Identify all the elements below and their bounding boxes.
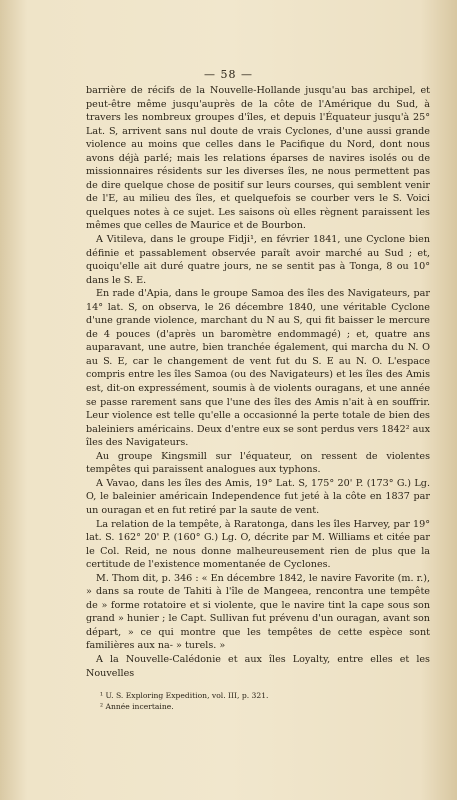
footnote: ² Année incertaine. (100, 702, 174, 711)
paragraph: barrière de récifs de la Nouvelle-Hollande jusqu'au bas archipel, et peut-être même jusqu'auprès de la côte de l'Amérique du Sud, à travers les nombreux groupes d'îles, et depuis l'Équateur jusqu'à 25° Lat. S, arrivent sans nul doute de vrais Cyclones, d'une aussi grande violence au moins que celles dans le Pacifique du Nord, dont nous avons déjà parlé; mais les relations éparses de navires isolés ou de missionnaires résidents sur les diverses îles, ne nous permettent pas de dire quelque chose de positif sur leurs courses, qui semblent venir de l'E, au milieu des îles, et quelquefois se courber vers le S. Voici quelques notes à ce sujet. Les saisons où elles règnent paraissent les mêmes que celles de Maurice et de Bourbon. (86, 85, 430, 232)
paragraph: M. Thom dit, p. 346 : « En décembre 1842, le navire Favorite (m. r.), » dans sa route de Tahiti à l'île de Mangeea, rencontra une tempête de » forme rotatoire et si violente, que le navire tint la cape sous son grand » hunier ; le Capt. Sullivan fut prévenu d'un ouragan, avant son départ, » ce qui montre que les tempêtes de cette espèce sont familières aux na- » turels. » (86, 572, 430, 652)
paragraph: Au groupe Kingsmill sur l'équateur, on ressent de violentes tempêtes qui paraissent analogues aux typhons. (86, 450, 430, 476)
footnote: ¹ U. S. Exploring Expedition, vol. III, p. 321. (100, 691, 269, 700)
paragraph: A Vavao, dans les îles des Amis, 19° Lat. S, 175° 20' P. (173° G.) Lg. O, le baleinier américain Independence fut jeté à la côte en 1837 par un ouragan et en fut retiré par la saute de vent. (86, 477, 430, 516)
paragraph: En rade d'Apia, dans le groupe Samoa des îles des Navigateurs, par 14° lat. S, on observa, le 26 décembre 1840, une véritable Cyclone d'une grande violence, marchant du N au S, qui fit baisser le mercure de 4 pouces (d'après un baromètre endommagé) ; et, quatre ans auparavant, une autre, bien tranchée également, qui marcha du N. O au S. E, car le changement de vent fut du S. E au N. O. L'espace compris entre les îles Samoa (ou des Navigateurs) et les îles des Amis est, dit-on expressément, soumis à de violents ouragans, et une année se passe rarement sans que l'une des îles des Amis n'ait à en souffrir. Leur violence est telle qu'elle a occasionné la perte totale de bien des baleiniers américains. Deux d'entre eux se sont perdus vers 1842² aux îles des Navigateurs. (86, 288, 430, 449)
body-text (86, 84, 430, 680)
footnotes (100, 690, 420, 712)
paragraph: La relation de la tempête, à Raratonga, dans les îles Harvey, par 19° lat. S. 162° 20' P. (160° G.) Lg. O, décrite par M. Williams et citée par le Col. Reid, ne nous donne malheureusement rien de plus que la certitude de l'existence momentanée de Cyclones. (86, 518, 430, 571)
page-number: — 58 — (204, 68, 253, 81)
paragraph: A la Nouvelle-Calédonie et aux îles Loyalty, entre elles et les Nouvelles (86, 653, 430, 679)
paragraph: A Vitileva, dans le groupe Fidji¹, en février 1841, une Cyclone bien définie et passablement observée paraît avoir marché au Sud ; et, quoiqu'elle ait duré quatre jours, ne se sentit pas à Tonga, 8 ou 10° dans le S. E. (86, 234, 430, 286)
